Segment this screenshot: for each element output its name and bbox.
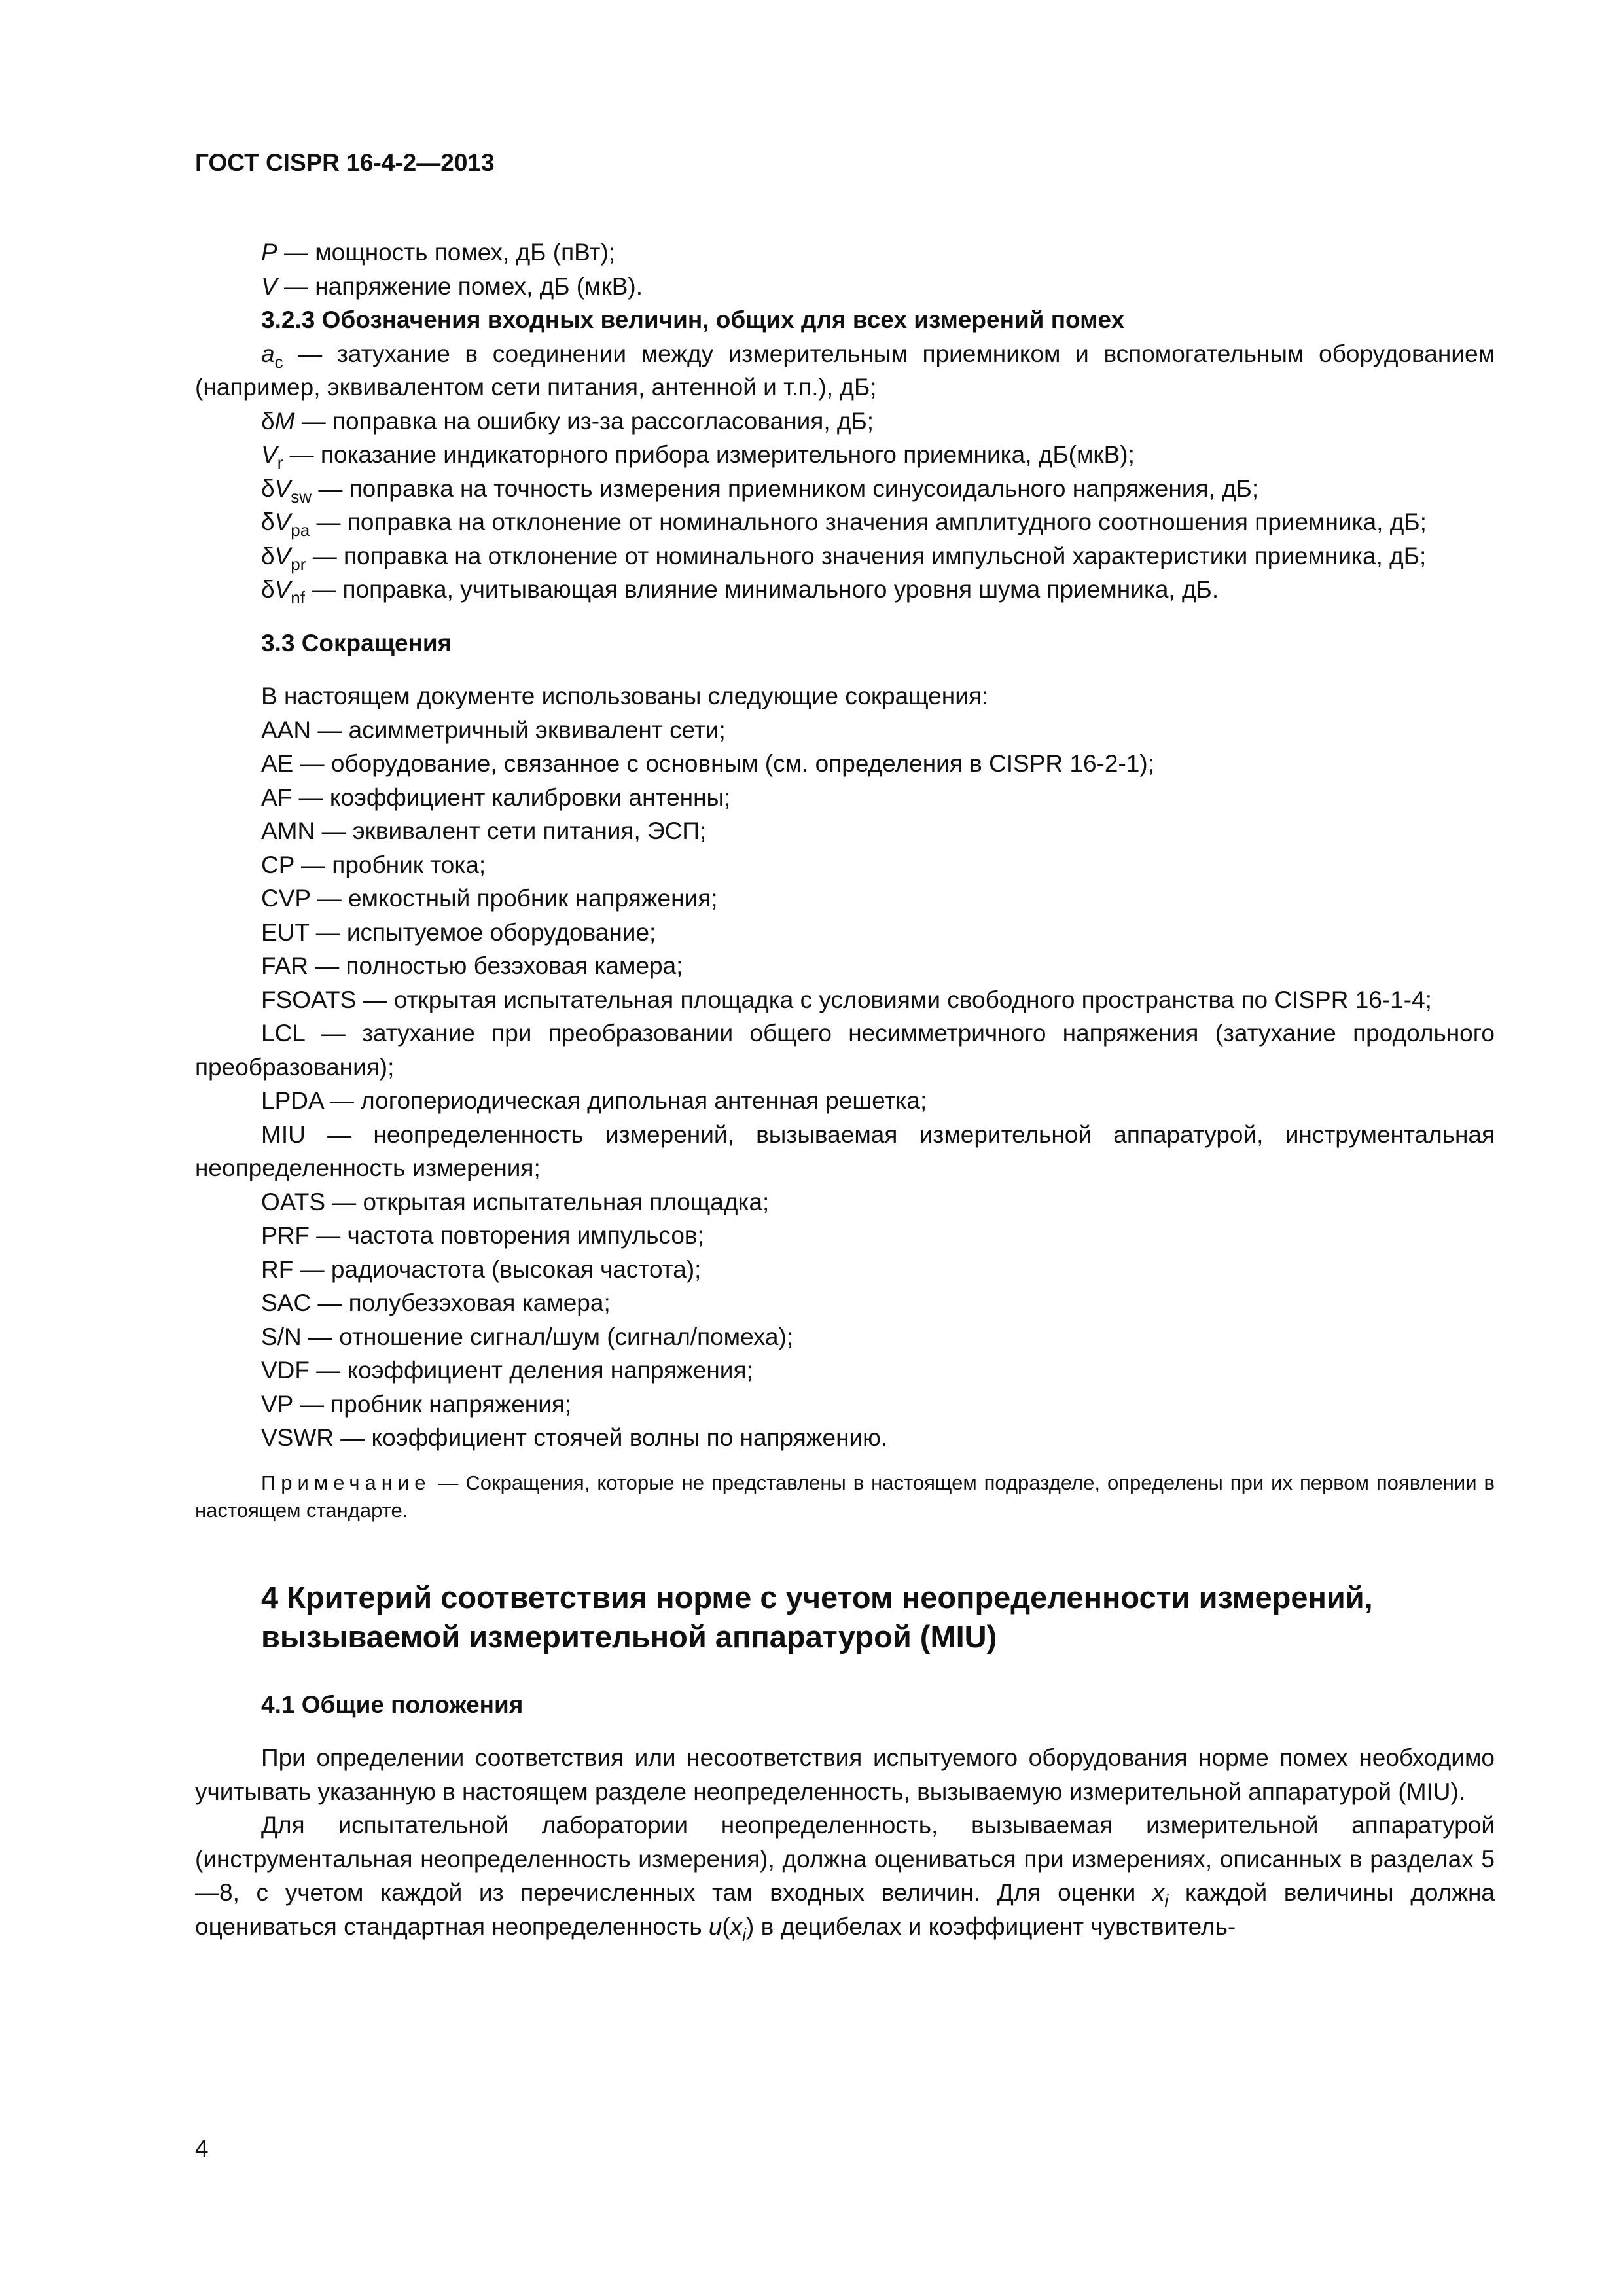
symbol-x-subscript: i — [1164, 1891, 1169, 1910]
symbol-vpa: V — [274, 509, 291, 535]
symbol-vr-definition: — показание индикаторного прибора измерительного приемника, дБ(мкВ); — [283, 441, 1135, 468]
spacer — [195, 660, 1495, 679]
delta-symbol: δ — [261, 509, 275, 535]
symbol-vsw: V — [274, 475, 291, 502]
symbol-vsw-subscript: sw — [291, 486, 312, 507]
abbreviation-item: FSOATS — открытая испытательная площадка с условиями свободного пространства по CISPR 16-1-4; — [261, 986, 1432, 1013]
abbreviation-item: VDF — коэффициент деления напряжения; — [261, 1357, 753, 1384]
abbreviation-item: LPDA — логопериодическая дипольная антенная решетка; — [261, 1087, 927, 1114]
abbreviation-item: AMN — эквивалент сети питания, ЭСП; — [261, 817, 707, 844]
abbreviation-item: RF — радиочастота (высокая частота); — [261, 1255, 702, 1283]
delta-symbol: δ — [261, 542, 275, 569]
symbol-dm: M — [274, 407, 295, 435]
abbreviation-item: LCL — затухание при преобразовании общего несимметричного напряжения (затухание продольного преобразования); — [195, 1020, 1495, 1081]
symbol-p: P — [261, 239, 277, 266]
spacer — [195, 607, 1495, 626]
symbol-vsw-definition: — поправка на точность измерения приемником синусоидального напряжения, дБ; — [312, 475, 1259, 502]
page-body — [195, 236, 1495, 1943]
symbol-vr: V — [261, 441, 277, 468]
symbol-ac: a — [261, 340, 275, 367]
note-text: — Сокращения, которые не представлены в настоящем подразделе, определены при их первом появлении в настоящем стандарте. — [195, 1471, 1495, 1522]
abbreviation-item: FAR — полностью безэховая камера; — [261, 952, 683, 979]
spacer — [195, 1721, 1495, 1741]
spacer — [195, 1455, 1495, 1469]
abbreviations-note — [195, 1469, 1495, 1524]
symbol-vnf: V — [274, 576, 291, 603]
symbol-v-line — [195, 270, 1495, 304]
symbol-x: x — [1152, 1879, 1165, 1906]
symbol-u: u — [708, 1912, 722, 1940]
symbol-ac-definition: — затухание в соединении между измерительным приемником и вспомогательным оборудованием (например, эквивалентом сети питания, антенной и т.п.), дБ; — [195, 340, 1495, 401]
symbol-vr-subscript: r — [277, 453, 283, 473]
symbol-vnf-subscript: nf — [291, 588, 305, 607]
symbol-vr-line — [195, 438, 1495, 472]
spacer — [195, 1657, 1495, 1688]
delta-symbol: δ — [261, 576, 275, 603]
symbol-vpa-subscript: pa — [291, 520, 310, 540]
delta-symbol: δ — [261, 407, 275, 435]
abbreviation-item: CP — пробник тока; — [261, 851, 486, 878]
section-4-1-heading: 4.1 Общие положения — [261, 1691, 524, 1718]
symbol-vnf-definition: — поправка, учитывающая влияние минимального уровня шума приемника, дБ. — [304, 576, 1219, 603]
symbol-x: x — [730, 1912, 743, 1940]
note-label: Примечание — [261, 1471, 431, 1494]
abbreviation-item: AE — оборудование, связанное с основным (см. определения в CISPR 16-2-1); — [261, 750, 1154, 777]
symbol-dm-line — [195, 404, 1495, 439]
abbreviation-item: S/N — отношение сигнал/шум (сигнал/помеха); — [261, 1323, 794, 1350]
abbreviation-item: VP — пробник напряжения; — [261, 1390, 572, 1418]
section-3-3-heading: 3.3 Сокращения — [261, 629, 452, 656]
abbreviation-item: AF — коэффициент калибровки антенны; — [261, 783, 731, 811]
spacer — [195, 1524, 1495, 1578]
paragraph-text: каждой величины должна оцениваться стандартная неопределенность — [195, 1879, 1495, 1940]
symbol-vpr-definition: — поправка на отклонение от номинального значения импульсной характеристики приемника, дБ; — [306, 542, 1427, 569]
paragraph-text: ) в децибелах и коэффициент чувствитель- — [746, 1912, 1236, 1940]
symbol-vpa-line — [195, 505, 1495, 539]
delta-symbol: δ — [261, 475, 275, 502]
abbreviation-item: CVP — емкостный пробник напряжения; — [261, 885, 718, 912]
paragraph-text: ( — [722, 1912, 730, 1940]
page-number: 4 — [195, 2135, 209, 2162]
abbreviation-item: AAN — асимметричный эквивалент сети; — [261, 716, 726, 744]
symbol-v: V — [261, 272, 277, 300]
symbol-vpr: V — [274, 542, 291, 569]
symbol-x-subscript: i — [742, 1924, 747, 1945]
abbreviation-item: PRF — частота повторения импульсов; — [261, 1222, 704, 1249]
abbreviations-intro: В настоящем документе использованы следующие сокращения: — [261, 683, 989, 709]
abbreviation-item: SAC — полубезэховая камера; — [261, 1289, 611, 1316]
section-4-1-paragraph-1: При определении соответствия или несоответствия испытуемого оборудования норме помех необходимо учитывать указанную в настоящем разделе неопределенность, вызываемую измерительной аппаратурой (MIU). — [195, 1744, 1495, 1805]
symbol-vnf-line — [195, 573, 1495, 607]
abbreviation-item: VSWR — коэффициент стоячей волны по напряжению. — [261, 1424, 888, 1451]
symbol-ac-subscript: c — [274, 351, 283, 372]
abbreviation-item: MIU — неопределенность измерений, вызываемая измерительной аппаратурой, инструментальная неопределенность измерения; — [195, 1121, 1495, 1181]
symbol-v-definition: — напряжение помех, дБ (мкВ). — [277, 272, 643, 300]
section-4-heading: 4 Критерий соответствия норме с учетом неопределенности измерений, вызываемой измерительной аппаратурой (MIU) — [261, 1579, 1373, 1654]
symbol-p-definition: — мощность помех, дБ (пВт); — [277, 239, 616, 266]
symbol-p-line — [195, 236, 1495, 270]
symbol-vpr-subscript: pr — [291, 554, 306, 574]
symbol-ac-line — [195, 337, 1495, 404]
symbol-vpa-definition: — поправка на отклонение от номинального значения амплитудного соотношения приемника, дБ; — [310, 509, 1427, 535]
abbreviation-item: EUT — испытуемое оборудование; — [261, 918, 656, 946]
abbreviation-item: OATS — открытая испытательная площадка; — [261, 1188, 770, 1215]
section-3-2-3-heading: 3.2.3 Обозначения входных величин, общих для всех измерений помех — [261, 306, 1125, 333]
symbol-vsw-line — [195, 472, 1495, 506]
section-4-1-paragraph-2 — [195, 1808, 1495, 1943]
symbol-vpr-line — [195, 539, 1495, 573]
paragraph-text: Для испытательной лаборатории неопределенность, вызываемая измерительной аппаратурой (инструментальная неопределенность измерения), должна оцениваться при измерениях, описанных в разделах 5—8, с учетом каждой из перечисленных там входных величин. Для оценки — [195, 1812, 1495, 1906]
page-header-standard-id: ГОСТ CISPR 16-4-2—2013 — [195, 149, 495, 176]
symbol-dm-definition: — поправка на ошибку из-за рассогласования, дБ; — [294, 407, 874, 435]
